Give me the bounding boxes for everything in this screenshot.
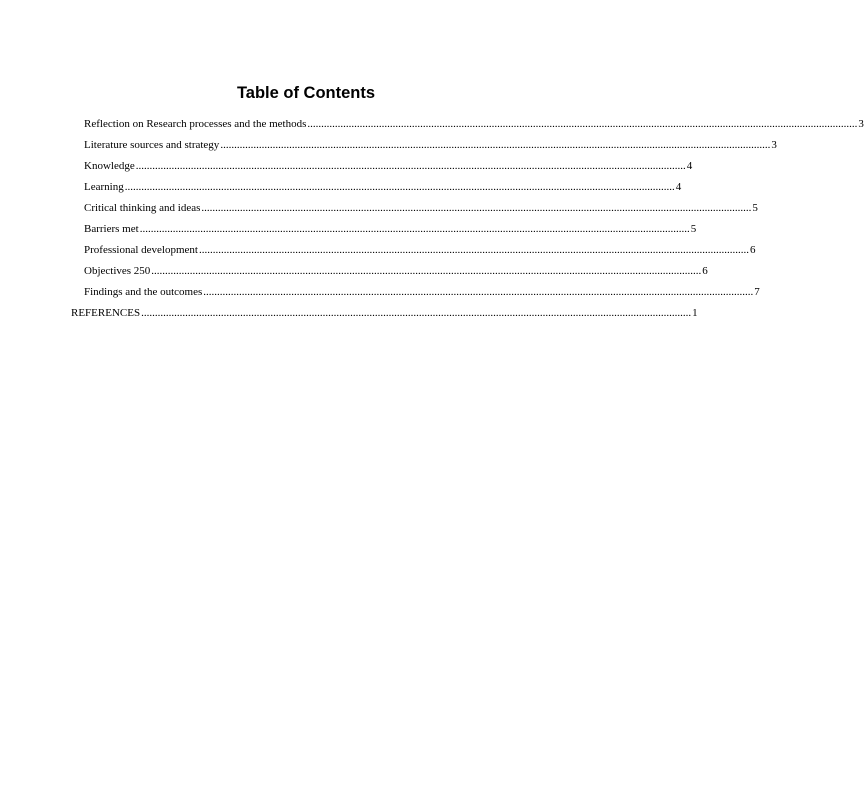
toc-entry-objectives[interactable] xyxy=(84,263,708,279)
toc-dot-leader: ........................................................................................................................................................................................................ xyxy=(135,160,686,172)
toc-entry-professional-development[interactable] xyxy=(84,242,756,258)
toc-dot-leader: ........................................................................................................................................................................................................ xyxy=(220,139,771,151)
toc-dot-leader: ........................................................................................................................................................................................................ xyxy=(203,286,754,298)
toc-dot-leader: ........................................................................................................................................................................................................ xyxy=(151,265,702,277)
toc-entry-label: Literature sources and strategy xyxy=(84,139,220,151)
toc-entry-label: REFERENCES xyxy=(71,307,141,319)
toc-dot-leader: ........................................................................................................................................................................................................ xyxy=(201,202,752,214)
toc-dot-leader: ........................................................................................................................................................................................................ xyxy=(198,244,749,256)
toc-entry-learning[interactable] xyxy=(84,179,682,195)
toc-entry-literature[interactable] xyxy=(84,137,777,153)
toc-entry-label: Professional development xyxy=(84,244,198,256)
toc-entry-page: 7 xyxy=(754,286,760,298)
toc-dot-leader: ........................................................................................................................................................................................................ xyxy=(124,181,675,193)
toc-entry-label: Reflection on Research processes and the methods xyxy=(84,118,307,130)
toc-entry-barriers[interactable] xyxy=(84,221,697,237)
toc-entry-label: Objectives 250 xyxy=(84,265,151,277)
toc-entry-page: 4 xyxy=(675,181,682,193)
toc-entry-page: 6 xyxy=(702,265,708,277)
toc-entry-knowledge[interactable] xyxy=(84,158,693,174)
toc-entry-page: 3 xyxy=(771,139,777,151)
toc-entry-label: Findings and the outcomes xyxy=(84,286,203,298)
toc-entry-label: Learning xyxy=(84,181,124,193)
toc-entry-label: Barriers met xyxy=(84,223,139,235)
toc-entry-label: Knowledge xyxy=(84,160,135,172)
toc-entry-page: 1 xyxy=(692,307,698,319)
toc-title: Table of Contents xyxy=(236,84,376,102)
toc-entry-references[interactable] xyxy=(71,305,698,321)
toc-entry-page: 6 xyxy=(749,244,756,256)
toc-entry-page: 5 xyxy=(752,202,758,214)
toc-entry-findings[interactable] xyxy=(84,284,760,300)
toc-entry-page: 3 xyxy=(858,118,864,130)
toc-dot-leader: ........................................................................................................................................................................................................ xyxy=(141,307,692,319)
toc-entry-label: Critical thinking and ideas xyxy=(84,202,201,214)
toc-dot-leader: ........................................................................................................................................................................................................ xyxy=(139,223,690,235)
toc-entry-reflection[interactable] xyxy=(84,116,864,132)
toc-entry-page: 4 xyxy=(686,160,693,172)
toc-dot-leader: ........................................................................................................................................................................................................ xyxy=(307,118,858,130)
toc-entry-critical-thinking[interactable] xyxy=(84,200,758,216)
toc-entry-page: 5 xyxy=(690,223,697,235)
